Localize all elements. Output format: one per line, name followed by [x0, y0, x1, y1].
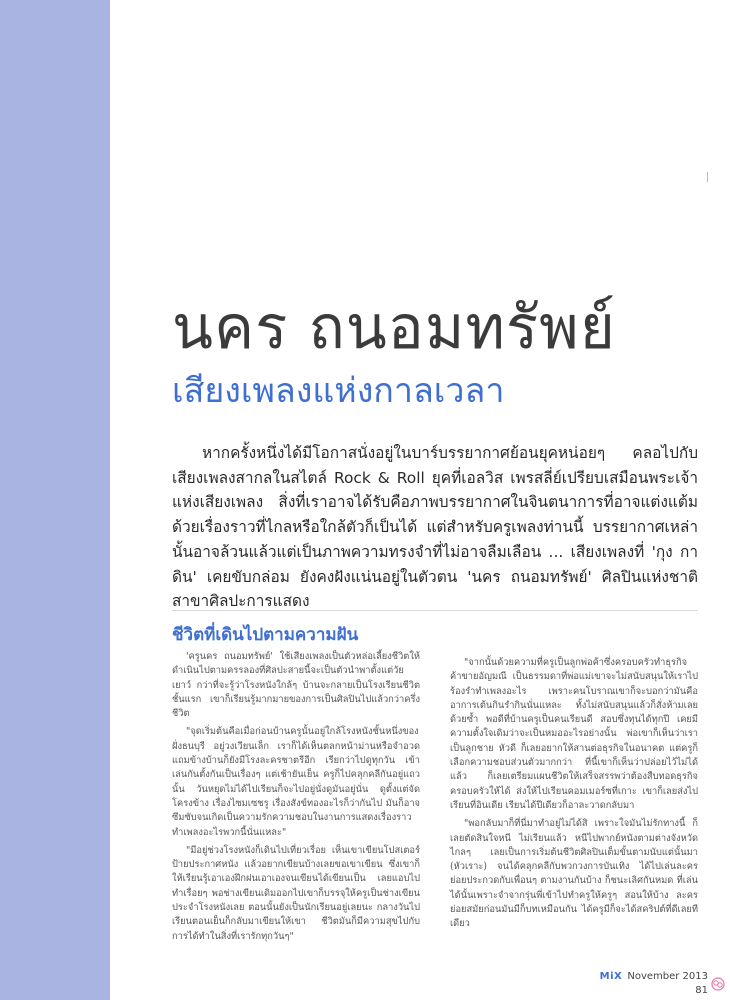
article-subtitle: เสียงเพลงแห่งกาลเวลา: [172, 371, 505, 411]
page-footer: [600, 964, 708, 996]
right-text-column: [450, 656, 698, 936]
body-paragraph: 'ครูนคร ถนอมทรัพย์' ใช้เสียงเพลงเป็นตัวหล่อเลี้ยงชีวิตให้ดำเนินไปตามครรลองที่ศิลปะสายนี้จะเป็นตัวนำพาตั้งแต่วัยเยาว์ กว่าที่จะรู้ว่าโรงหนังใกล้ๆ บ้านจะกลายเป็นโรงเรียนชีวิตชั้นแรก เขาก็เรียนรู้มากมายของการเป็นศิลปินไปแล้วกว่าครึ่งชีวิต: [172, 651, 420, 720]
issue-date: November 2013: [627, 971, 708, 982]
left-color-band: [0, 0, 110, 1000]
left-text-column: [172, 650, 420, 948]
page-number: 81: [695, 985, 708, 996]
body-paragraph: "พอกลับมาก็ที่นี่มาทำอยู่ไม่ได้สิ เพราะใจมันไม่รักทางนี้ ก็เลยตัดสินใจหนี ไม่เรียนแล้ว หนีไปพากย์หนังตามต่างจังหวัดไกลๆ เลยเป็นการเริ่มต้นชีวิตศิลปินเต็มขั้นตามนับแต่นั้นมา (หัวเราะ) จนได้คลุกคลีกับพวกวงการบันเทิง ได้ไปเล่นละครย่อยประกวดกับเพื่อนๆ ตามงานกันบ้าง ก็ชนะเลิศกันหมด ที่เล่นได้นั้นเพราะจำจากรุ่นพี่เข้าไปทำครูให้ครูๆ สอนให้บ้าง ละครย่อยสมัยก่อนมันมีก็บทเหมือนกัน ได้ครูมีก็จะได้สคริปต์ที่ดีเลยทีเดียว: [450, 818, 698, 930]
edge-mark: [707, 172, 708, 182]
article-title: นคร ถนอมทรัพย์: [172, 293, 616, 363]
body-paragraph: "จากนั้นด้วยความที่ครูเป็นลูกพ่อค้าซึ่งครอบครัวทำธุรกิจค้าขายอัญมณี เป็นธรรมดาที่พ่อแม่เขาจะไม่สนับสนุนให้เราไปร้องรำทำเพลงอะไร เพราะคนโบราณเขาก็จะบอกว่ามันคืออาการเต้นกินรำกินนั่นแหละ ทั้งไม่สนับสนุนแล้วก็สั่งห้ามเลยด้วยซ้ำ พอดีที่บ้านครูเป็นคนเรียนดี สอบซึ่งทุนได้ทุกปี เคยมีความตั้งใจเดิมว่าจะเป็นหมออะไรอย่างนั้น พ่อเขาก็เห็นว่าเราเป็นลูกชาย หัวดี ก็เลยอยากให้สานต่อธุรกิจในอนาคต แต่ครูก็เลือกความชอบส่วนตัวมากกว่า ที่นี้เขาก็เห็นว่าปล่อยไว้ไม่ได้แล้ว ก็เลยเตรียมแผนชีวิตให้เสร็จสรรพว่าต้องสืบทอดธุรกิจครอบครัวให้ได้ ส่งให้ไปเรียนคอมเมอร์ซที่เกาะ เขาก็เลยส่งไปเรียนที่อินเดีย เรียนได้ปีเดียวก็อาละวาดกลับมา: [450, 657, 698, 811]
swirl-logo-icon: [711, 977, 725, 991]
body-paragraph: "จุดเริ่มต้นคือเมื่อก่อนบ้านครูนั้นอยู่ใกล้โรงหนังชั้นหนึ่งของฝั่งธนบุรี อยู่วงเวียนเล็ก เราก็ได้เห็นตลกหน้าม่านหรือจำอวด แถมข้างบ้านก็ยังมีโรงละครชาตรีอีก เรียกว่าไปดูทุกวัน เข้าเล่นกันตั้งกันเป็นเรื่องๆ แต่เช้ายันเย็น ครูก็ไปคลุกคลีกันอยู่แถวนั้น วันหยุดไม่ได้ไปเรียนก็จะไปอยู่นั่งดูมันอยู่นั่น ดูตั้งแต่จัดโครงข้าง เรื่องไซมเซชรู เรื่องสังข์ทองอะไรก็ว่ากันไป มันก็อาจซึมซับจนเกิดเป็นความรักความชอบในงานการแสดงเรื่องราวทำเพลงอะไรพวกนี้นั่นแหละ": [172, 726, 420, 838]
section-divider: [172, 610, 698, 611]
body-paragraph: "มีอยู่ช่วงโรงหนังก็เดินไปเที่ยวเรื่อย เห็นเขาเขียนโปสเตอร์ป้ายประกาศหนัง แล้วอยากเขียนบ้างเลยขอเขาเขียน ซึ่งเขาก็ให้เรียนรู้เอาเองฝึกฝนเอาเองจนเขียนได้เขียนเป็น เลยแอบไปทำเรื่อยๆ พอช่างเขียนเดิมออกไปเขาก็บรรจุให้ครูเป็นช่างเขียนประจำโรงหนังเลย ตอนนั้นยังเป็นนักเรียนอยู่เลยนะ กลางวันไปเรียนตอนเย็นก็กลับมาเขียนให้เขา ชีวิตมันก็มีความสุขไปกับการได้ทำในสิ่งที่เรารักทุกวันๆ": [172, 844, 420, 942]
magazine-name: MiX: [599, 971, 623, 982]
section-title: ชีวิตที่เดินไปตามความฝัน: [172, 625, 359, 645]
article-intro: หากครั้งหนึ่งได้มีโอกาสนั่งอยู่ในบาร์บรรยากาศย้อนยุคหน่อยๆ คลอไปกับเสียงเพลงสากลในสไตล์ Rock & Roll ยุคที่เอลวิส เพรสลี่ย์เปรียบเสมือนพระเจ้าแห่งเสียงเพลง สิ่งที่เราอาจได้รับคือภาพบรรยากาศในจินตนาการที่อาจแต่งแต้มด้วยเรื่องราวที่ไกลหรือใกล้ตัวก็เป็นได้ แต่สำหรับครูเพลงท่านนี้ บรรยากาศเหล่านั้นอาจล้วนแล้วแต่เป็นภาพความทรงจำที่ไม่อาจลืมเลือน ... เสียงเพลงที่ 'กุง กาดิน' เคยขับกล่อม ยังคงฝังแน่นอยู่ในตัวตน 'นคร ถนอมทรัพย์' ศิลปินแห่งชาติสาขาศิลปะการแสดง: [172, 444, 698, 611]
